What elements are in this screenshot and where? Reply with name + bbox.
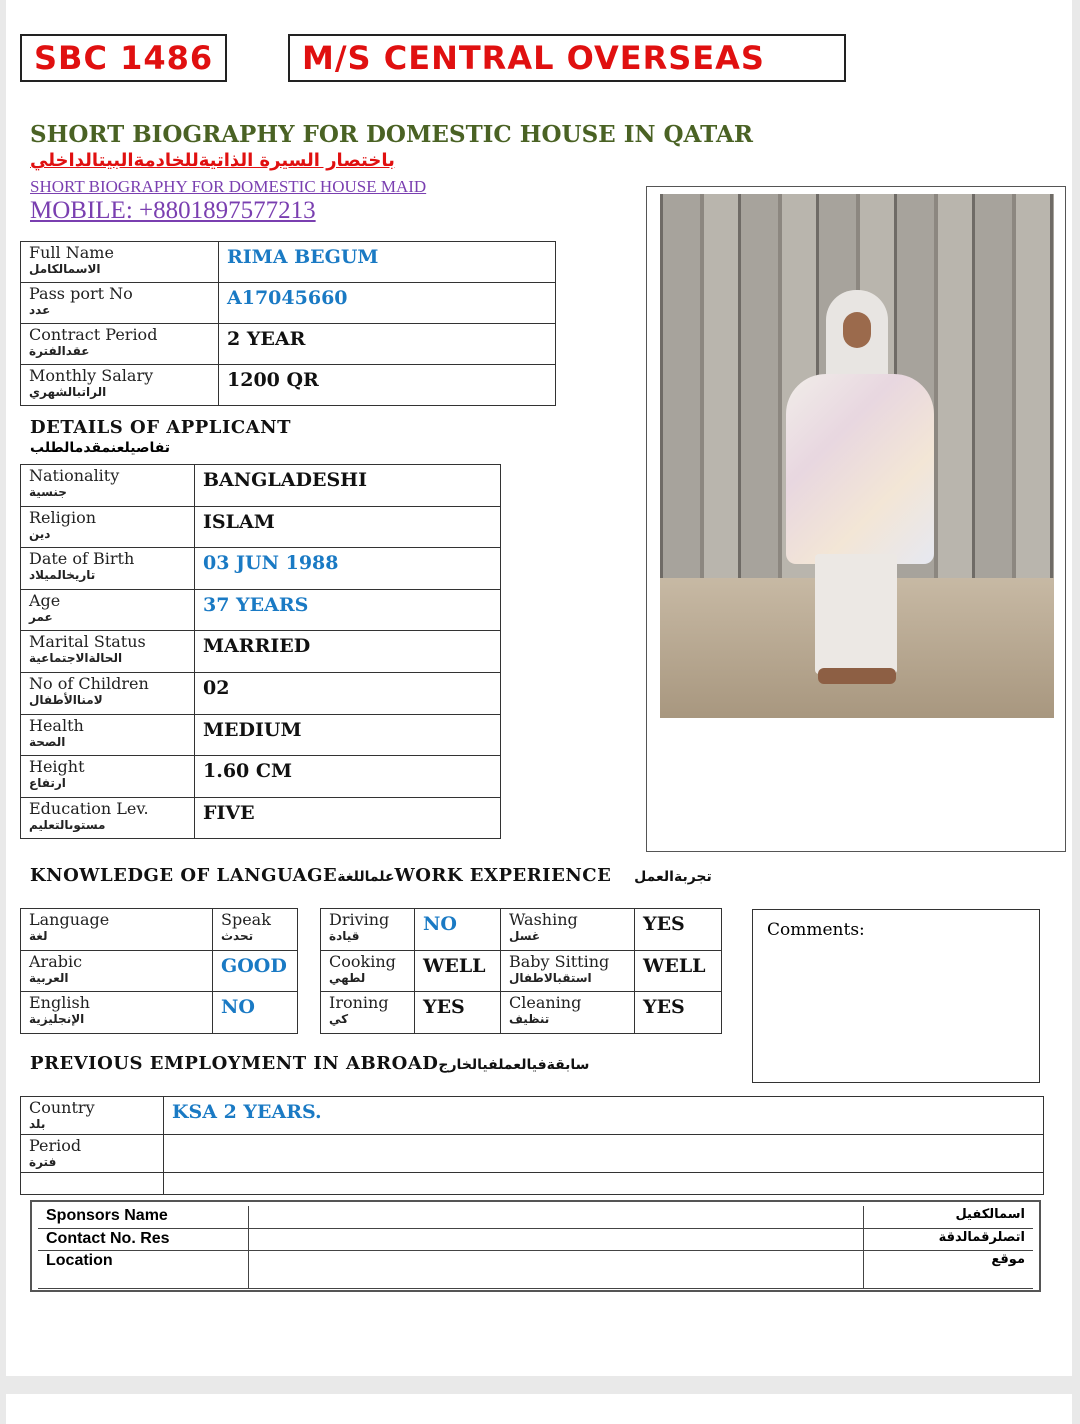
language-label: English <box>29 993 90 1012</box>
detail-label-ar: الصحة <box>29 734 66 749</box>
detail-label: No of Children <box>29 673 149 693</box>
work-heading: WORK EXPERIENCE <box>394 865 612 886</box>
detail-label: Education Lev. <box>29 798 149 818</box>
language-label: Arabic <box>29 951 83 971</box>
mobile-number: MOBILE: +8801897577213 <box>30 197 316 224</box>
work-skill: Washing <box>509 910 578 929</box>
work-skill-ar: تنظيف <box>509 1012 550 1026</box>
work-skill: Cooking <box>329 951 396 971</box>
sponsor-label: Contact No. Res <box>38 1228 248 1250</box>
detail-label: Date of Birth <box>29 549 135 569</box>
detail-value: 03 JUN 1988 <box>195 548 501 590</box>
detail-value: FIVE <box>195 797 501 839</box>
speak-header: Speak <box>221 910 271 929</box>
basic-label: Full Name <box>29 243 114 262</box>
detail-value: 02 <box>195 672 501 714</box>
main-title: SHORT BIOGRAPHY FOR DOMESTIC HOUSE IN QATAR <box>30 121 753 148</box>
country-label-ar: بلد <box>29 1117 46 1131</box>
comments-box <box>752 909 1040 1083</box>
details-title: DETAILS OF APPLICANT <box>30 417 292 438</box>
work-skill-ar: استقبالاطفال <box>509 970 592 985</box>
work-experience-table <box>320 908 722 1034</box>
language-heading: KNOWLEDGE OF LANGUAGE <box>30 865 338 886</box>
sponsor-label-ar: اسمالكفيل <box>863 1206 1033 1228</box>
detail-label: Height <box>29 757 85 777</box>
detail-value: ISLAM <box>195 506 501 548</box>
comments-label: Comments: <box>767 920 865 940</box>
speak-header-ar: تحدث <box>221 929 254 943</box>
sponsor-box <box>30 1200 1041 1292</box>
language-work-heading <box>30 865 712 886</box>
basic-label: Monthly Salary <box>29 366 154 385</box>
sponsor-label: Sponsors Name <box>38 1206 248 1228</box>
detail-label-ar: لامناالأطفال <box>29 692 103 707</box>
detail-label-ar: تاريخالميلاد <box>29 568 96 583</box>
work-skill: Ironing <box>329 993 389 1012</box>
work-heading-ar: تجربةالعمل <box>634 869 712 885</box>
detail-label-ar: دين <box>29 526 51 541</box>
arabic-title: باختصار السيرة الذاتيةللخادمةالبيتالداخلي <box>30 150 395 171</box>
work-skill: Cleaning <box>509 993 582 1012</box>
basic-label-ar: عدد <box>29 303 51 317</box>
sponsor-value <box>248 1206 863 1228</box>
detail-label: Health <box>29 715 84 735</box>
language-label: Language <box>29 910 110 929</box>
detail-label-ar: عمر <box>29 609 53 624</box>
detail-label-ar: الحالةالاجتماعية <box>29 651 123 666</box>
previous-employment-title <box>30 1053 589 1074</box>
basic-value: A17045660 <box>219 283 556 324</box>
basic-info-table <box>20 241 556 406</box>
next-page-edge <box>6 1394 1072 1424</box>
basic-label: Contract Period <box>29 325 158 344</box>
period-label: Period <box>29 1136 82 1155</box>
work-skill: Baby Sitting <box>509 951 610 971</box>
previous-title: PREVIOUS EMPLOYMENT IN ABROAD <box>30 1053 439 1074</box>
detail-label-ar: جنسية <box>29 485 67 499</box>
agency-name: M/S CENTRAL OVERSEAS <box>288 34 846 82</box>
basic-label-ar: عقدالفترة <box>29 344 90 358</box>
applicant-photo <box>660 194 1054 718</box>
sponsor-label: Location <box>38 1250 248 1288</box>
work-skill-level: YES <box>415 992 501 1034</box>
previous-employment-table <box>20 1096 1044 1195</box>
detail-label: Age <box>29 590 61 610</box>
work-skill-level: YES <box>635 909 722 951</box>
language-label-ar: الإنجليزية <box>29 1012 85 1026</box>
detail-value: 1.60 CM <box>195 756 501 798</box>
details-table <box>20 464 501 839</box>
work-skill-ar: لطهي <box>329 970 366 985</box>
language-table <box>20 908 298 1034</box>
basic-label-ar: الراتبالشهري <box>29 385 107 399</box>
detail-value: 37 YEARS <box>195 589 501 631</box>
details-title-ar: تفاصيلعنمقدمالطلب <box>30 440 171 456</box>
sbc-code: SBC 1486 <box>20 34 227 82</box>
detail-label-ar: ارتفاع <box>29 776 66 791</box>
language-level: NO <box>213 992 298 1034</box>
basic-value: 2 YEAR <box>219 324 556 365</box>
period-label-ar: فترة <box>29 1155 57 1169</box>
language-level: GOOD <box>213 950 298 992</box>
detail-value: MARRIED <box>195 631 501 673</box>
sponsor-label-ar: اتصلرقمالدقة <box>863 1228 1033 1250</box>
detail-value: BANGLADESHI <box>195 465 501 507</box>
work-skill: Driving <box>329 910 390 929</box>
detail-label: Religion <box>29 507 97 527</box>
sponsor-value <box>248 1250 863 1288</box>
basic-value: RIMA BEGUM <box>219 242 556 283</box>
basic-label-ar: الاسمالكامل <box>29 262 101 276</box>
subtitle: SHORT BIOGRAPHY FOR DOMESTIC HOUSE MAID <box>30 177 427 196</box>
work-skill-ar: غسل <box>509 929 541 943</box>
work-skill-level: NO <box>415 909 501 951</box>
work-skill-level: WELL <box>415 950 501 992</box>
language-heading-ar: علماللغة <box>337 869 395 885</box>
detail-value: MEDIUM <box>195 714 501 756</box>
country-label: Country <box>29 1098 95 1117</box>
basic-label: Pass port No <box>29 284 133 303</box>
work-skill-ar: قيادة <box>329 929 360 943</box>
language-label-ar: العربية <box>29 970 69 985</box>
sponsor-label-ar: موقع <box>863 1250 1033 1288</box>
detail-label-ar: مستوىالتعليم <box>29 817 106 832</box>
work-skill-ar: كي <box>329 1012 349 1026</box>
country-value: KSA 2 YEARS. <box>164 1097 1044 1135</box>
sponsor-value <box>248 1228 863 1250</box>
period-value <box>164 1135 1044 1173</box>
detail-label: Nationality <box>29 466 120 485</box>
work-skill-level: YES <box>635 992 722 1034</box>
previous-title-ar: سابقةفيالعملفيالخارج <box>438 1057 590 1073</box>
detail-label: Marital Status <box>29 632 146 652</box>
sponsor-table <box>38 1206 1033 1289</box>
basic-value: 1200 QR <box>219 365 556 406</box>
language-label-ar: لغة <box>29 929 48 943</box>
work-skill-level: WELL <box>635 950 722 992</box>
